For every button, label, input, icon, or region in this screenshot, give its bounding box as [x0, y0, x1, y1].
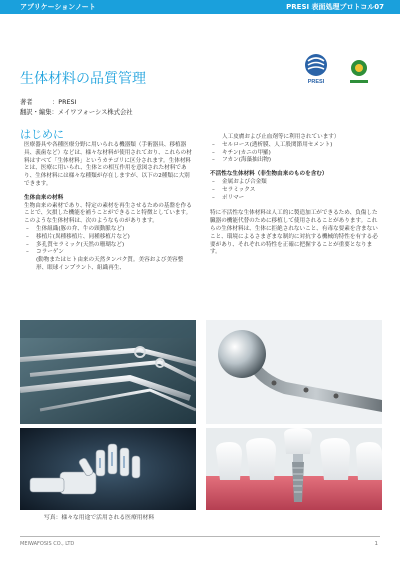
inert-paragraph: 特に不活性な生体材料は人工的に製造加工ができるため、負傷した臓器の機能代替のために移植して使用されることがあります。これらの生体材料は、生体に拒絶されないこと、有毒な要素を含まないこと、環境によるさまざまな制約に対抗する機械的特性を有する必要があり、それぞれの特性を正確に把握することが重要となります。 [210, 210, 378, 256]
list-item: – コラーゲン [24, 249, 192, 257]
dental-implant-photo [206, 428, 382, 510]
presi-logo [296, 52, 336, 86]
left-column [24, 142, 192, 273]
translator-value: メイワフォーシス株式会社 [57, 109, 133, 116]
page-title: 生体材料の品質管理 [20, 71, 146, 87]
intro-paragraph: 医療器具や各種医療分野に用いられる機器類（手術器具、移植器具、義歯など）などは、様々な材料が使用されており、これらの材料はすべて「生体材料」というカテゴリに区分されます。生体材料とは、医療に用いられ、生体との相互作用を意図された材料であり、生体材料には様々な種類が存在しますが、以下の2種類に大別できます。 [24, 142, 192, 187]
list-item: – セラミックス [210, 187, 382, 195]
list-item: – 生体組織(豚の弁、牛の頸動脈など) [24, 226, 192, 234]
list-item: – ポリマー [210, 195, 382, 203]
footer-company: MEIWAFOSIS CO., LTD [20, 541, 75, 547]
translator-label: 翻訳・編集： [20, 109, 58, 116]
bio-origin-heading: 生体由来の材料 [24, 194, 64, 201]
page-number: 1 [374, 541, 378, 547]
author-block [20, 98, 133, 118]
photo-caption: 写真：様々な用途で活用される医療用材料 [44, 515, 155, 521]
author-label: 著者 [20, 99, 33, 106]
inert-heading: 不活性な生体材料（非生物由来のものを含む） [210, 171, 328, 178]
prosthetic-hand-photo [20, 428, 196, 510]
meiwafosis-logo [347, 58, 371, 86]
collagen-note-cont: 人工皮膚および止血剤等に利用されています） [222, 134, 340, 140]
right-column [210, 134, 382, 257]
list-item: – 移植片(異種移植片、同種移植片など) [24, 234, 192, 242]
footer-divider [20, 536, 380, 537]
list-item: – 金属および合金類 [210, 179, 382, 187]
collagen-note: (動物またはヒト由来の天然タンパク質。美容および美容整形、眼球インプラント、組織再生、 [36, 257, 184, 271]
list-item: – フカン(海藻抽出物) [210, 157, 382, 165]
header-category: アプリケーションノート [20, 3, 96, 11]
bio-origin-paragraph: 生物由来の素材であり、特定の素材を再生させるための基盤を作ることで、欠損した機能を補うことができること特徴としています。このような生体材料は、次のようなものがあります。 [24, 202, 192, 225]
bio-origin-list [24, 226, 192, 257]
header-protocol: PRESI 表面処理プロトコル07 [286, 3, 384, 11]
intro-heading: はじめに [20, 128, 64, 141]
hip-implant-photo [206, 320, 382, 424]
inert-list [210, 179, 382, 202]
list-item: – キチン(カニの甲羅) [210, 150, 382, 158]
surgical-instruments-photo [20, 320, 196, 424]
svg-text:PRESI: PRESI [307, 79, 325, 85]
header-bar [0, 0, 400, 14]
list-item: – 多孔質セラミック(天然の珊瑚など) [24, 242, 192, 250]
author-value: ：PRESI [52, 99, 77, 106]
bio-origin-list-cont [210, 142, 382, 165]
list-item: – セルロース(透析膜、人工股関節用セメント) [210, 142, 382, 150]
